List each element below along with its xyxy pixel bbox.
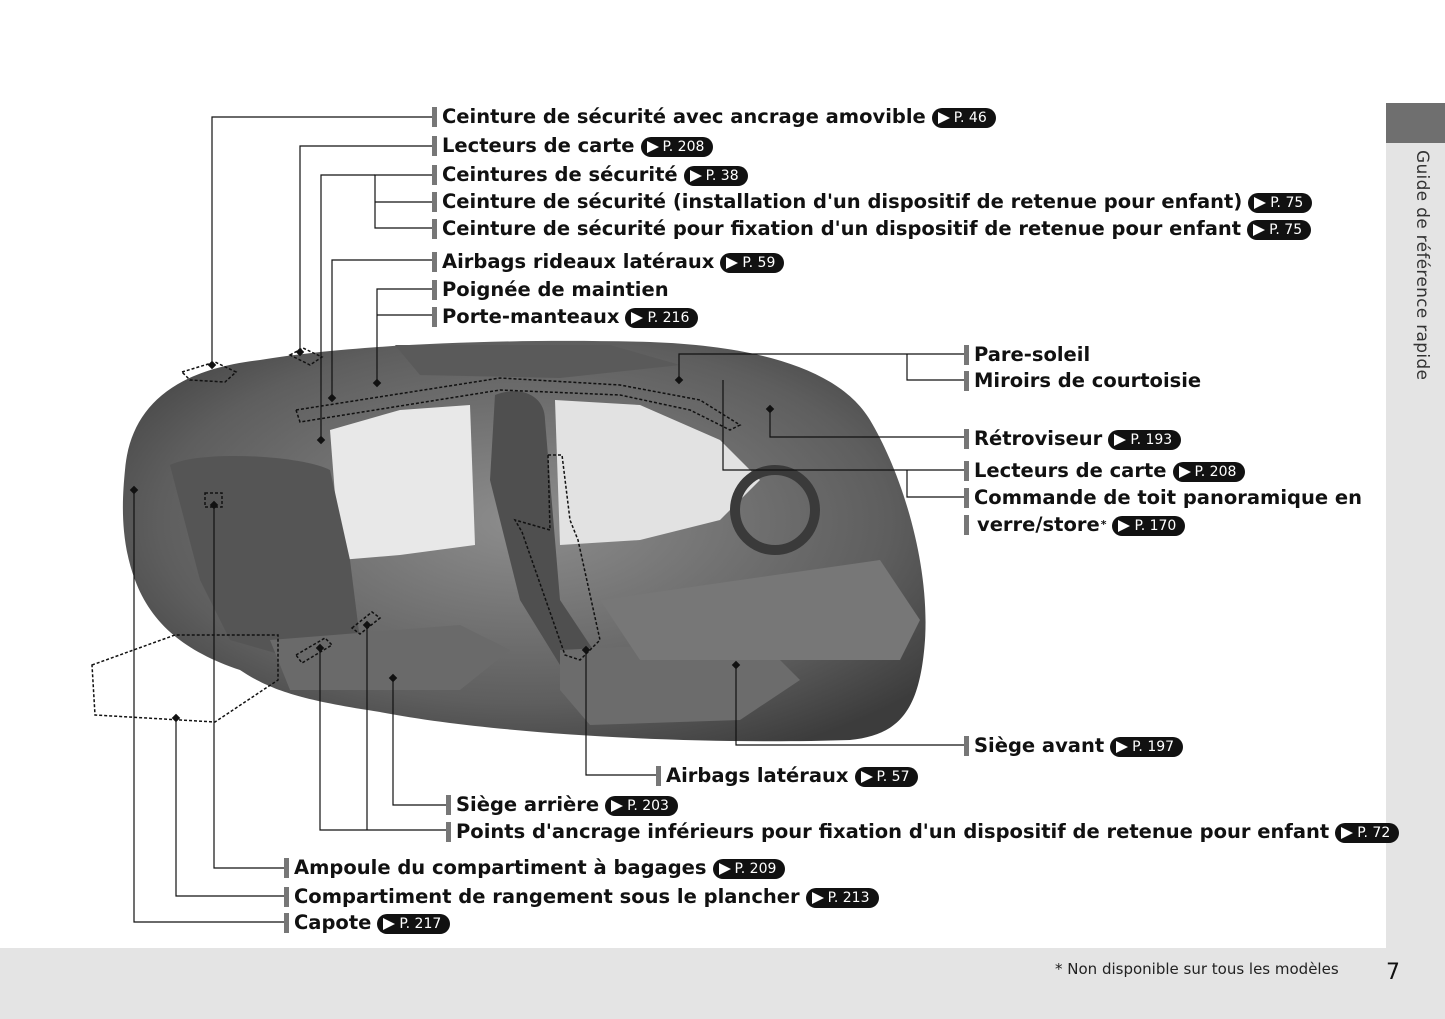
callout-map-lights-rear <box>432 133 713 159</box>
page-ref-link[interactable]: P. 193 <box>1108 430 1181 450</box>
callout-coat-hooks <box>432 304 698 330</box>
callout-label: Commande de toit panoramique en <box>974 486 1362 509</box>
callout-tonneau-cover <box>284 910 450 936</box>
callout-vanity-mirrors <box>964 368 1201 394</box>
callout-label: Poignée de maintien <box>442 278 669 301</box>
callout-label: Rétroviseur <box>974 427 1103 450</box>
callout-label: Lecteurs de carte <box>974 459 1167 482</box>
callout-label: Airbags rideaux latéraux <box>442 250 715 273</box>
callout-lower-anchors <box>446 819 1399 845</box>
page-ref-link[interactable]: P. 57 <box>855 767 919 787</box>
page-ref-link[interactable]: P. 170 <box>1112 516 1185 536</box>
footnote-marker: * <box>1100 518 1107 531</box>
callout-label: Pare-soleil <box>974 343 1091 366</box>
page-ref-link[interactable]: P. 59 <box>720 253 784 273</box>
callout-label: Ceinture de sécurité pour fixation d'un dispositif de retenue pour enfant <box>442 217 1242 240</box>
page-ref-link[interactable]: P. 209 <box>713 859 786 879</box>
callout-removable-anchor-seatbelt <box>432 104 996 130</box>
page-ref-link[interactable]: P. 72 <box>1335 823 1399 843</box>
callout-curtain-airbags <box>432 249 784 275</box>
callout-panoramic-roof-control-line2 <box>964 512 1185 538</box>
page-ref-link[interactable]: P. 197 <box>1110 737 1183 757</box>
callout-label: Miroirs de courtoisie <box>974 369 1202 392</box>
callout-label: Lecteurs de carte <box>442 134 635 157</box>
page-ref-link[interactable]: P. 75 <box>1248 193 1312 213</box>
callout-label: Siège avant <box>974 734 1105 757</box>
callout-label: Ceinture de sécurité (installation d'un dispositif de retenue pour enfant) <box>442 190 1243 213</box>
callout-label: Ceintures de sécurité <box>442 163 678 186</box>
callout-label: Airbags latéraux <box>666 764 849 787</box>
callout-map-lights-front <box>964 458 1245 484</box>
page-ref-link[interactable]: P. 208 <box>641 137 714 157</box>
callout-seatbelt-child-seat-fixing <box>432 216 1311 242</box>
callout-label: Ampoule du compartiment à bagages <box>294 856 707 879</box>
page-ref-link[interactable]: P. 46 <box>932 108 996 128</box>
callout-label: Ceinture de sécurité avec ancrage amovible <box>442 105 926 128</box>
page-ref-link[interactable]: P. 217 <box>377 914 450 934</box>
page-ref-link[interactable]: P. 38 <box>684 166 748 186</box>
callout-grab-handle <box>432 277 669 303</box>
callout-label: Porte-manteaux <box>442 305 620 328</box>
callout-seatbelt-child-seat-install <box>432 189 1312 215</box>
callout-label-line2: verre/store <box>977 513 1100 536</box>
page-ref-link[interactable]: P. 208 <box>1173 462 1246 482</box>
page-number: 7 <box>1386 960 1400 985</box>
section-title: Guide de référence rapide <box>1412 150 1432 381</box>
page-ref-link[interactable]: P. 75 <box>1247 220 1311 240</box>
footnote: * Non disponible sur tous les modèles <box>1055 960 1339 978</box>
callout-label: Points d'ancrage inférieurs pour fixation d'un dispositif de retenue pour enfant <box>456 820 1330 843</box>
callout-rear-seat <box>446 792 678 818</box>
callout-label: Compartiment de rangement sous le plancher <box>294 885 800 908</box>
callout-side-airbags <box>656 763 918 789</box>
callout-panoramic-roof-control <box>964 485 1362 511</box>
callout-underfloor-storage <box>284 884 879 910</box>
callout-label: Capote <box>294 911 372 934</box>
page-ref-link[interactable]: P. 203 <box>605 796 678 816</box>
callout-seatbelts <box>432 162 748 188</box>
callout-sun-visors <box>964 342 1090 368</box>
page-ref-link[interactable]: P. 216 <box>625 308 698 328</box>
rear-door-window <box>330 405 475 560</box>
page-ref-link[interactable]: P. 213 <box>806 888 879 908</box>
callout-front-seat <box>964 733 1183 759</box>
callout-label: Siège arrière <box>456 793 600 816</box>
callout-rearview-mirror <box>964 426 1181 452</box>
callout-cargo-light <box>284 855 785 881</box>
